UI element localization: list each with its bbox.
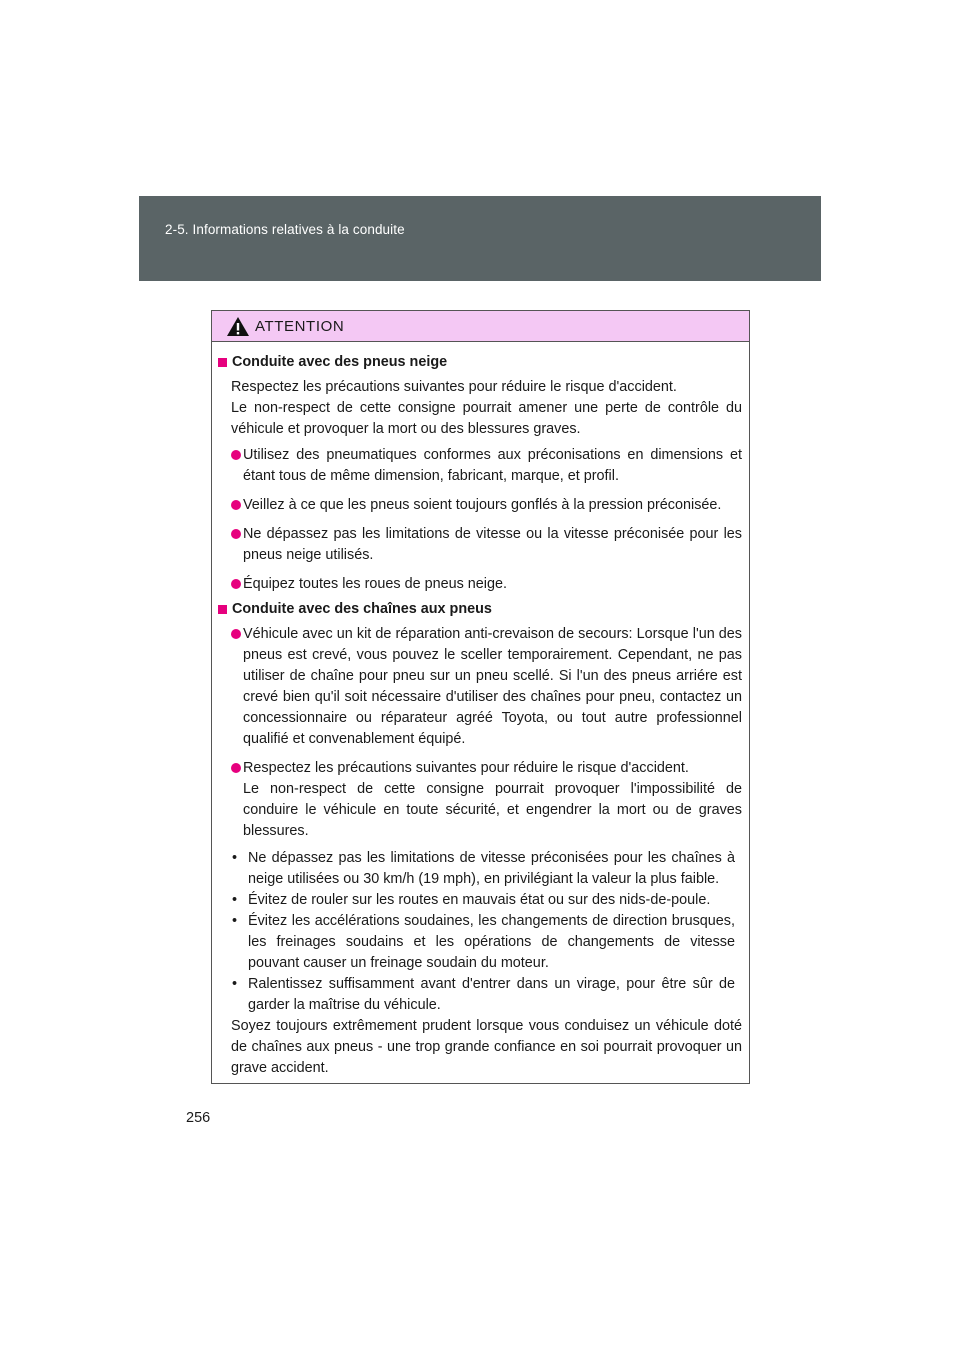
round-bullet-icon: [231, 450, 241, 460]
bullet-item: Respectez les précautions suivantes pour réduire le risque d'accident. Le non-respect de cette consigne pourrait provoquer l'impossibilité de conduire le véhicule en toute sécurité, et engendrer la mort ou de graves blessures.: [218, 758, 742, 842]
square-bullet-icon: [218, 358, 227, 367]
dot-marker: •: [232, 913, 238, 929]
warning-header: [212, 311, 749, 342]
page-number: 256: [186, 1110, 211, 1126]
dot-marker: •: [232, 976, 238, 992]
section-heading-snow-tires: Conduite avec des pneus neige: [218, 352, 742, 373]
sub-list-item: • Ne dépassez pas les limitations de vitesse préconisées pour les chaînes à neige utilisées ou 30 km/h (19 mph), en privilégiant la valeur la plus faible.: [232, 850, 735, 887]
section-heading-tire-chains: Conduite avec des chaînes aux pneus: [218, 599, 742, 620]
round-bullet-icon: [231, 629, 241, 639]
sub-list-item: • Ralentissez suffisamment avant d'entrer dans un virage, pour être sûr de garder la maîtrise du véhicule.: [232, 976, 735, 1013]
bullet-item: Ne dépassez pas les limitations de vitesse ou la vitesse préconisée pour les pneus neige utilisés.: [218, 524, 742, 566]
warning-triangle-icon: [226, 316, 250, 337]
sub-list-item: • Évitez les accélérations soudaines, les changements de direction brusques, les freinages soudains et les opérations de changements de vitesse pouvant causer un freinage soudain du moteur.: [232, 913, 735, 971]
closing-paragraph: Soyez toujours extrêmement prudent lorsque vous conduisez un véhicule doté de chaînes aux pneus - une trop grande confiance en soi pourrait provoquer un grave accident.: [231, 1018, 742, 1076]
bullet-item: Équipez toutes les roues de pneus neige.: [218, 574, 742, 595]
intro-paragraph: Respectez les précautions suivantes pour réduire le risque d'accident. Le non-respect de cette consigne pourrait amener une perte de contrôle du véhicule et provoquer la mort ou des blessures graves.: [231, 379, 742, 437]
dot-marker: •: [232, 892, 238, 908]
sub-list-item: • Évitez de rouler sur les routes en mauvais état ou sur des nids-de-poule.: [218, 890, 742, 911]
round-bullet-icon: [231, 579, 241, 589]
square-bullet-icon: [218, 605, 227, 614]
round-bullet-icon: [231, 529, 241, 539]
dot-marker: •: [232, 850, 238, 866]
bullet-item: Véhicule avec un kit de réparation anti-crevaison de secours: Lorsque l'un des pneus est crevé, vous pouvez le sceller temporairement. Cependant, ne pas utiliser de chaîne pour pneu sur un pneu scellé. Si l'un des pneus arriére est crevé bien qu'il soit nécessaire d'utiliser des chaînes pour pneu, contactez un concessionnaire ou réparateur agréé Toyota, ou tout autre professionnel qualifié et convenablement équipé.: [218, 624, 742, 750]
round-bullet-icon: [231, 500, 241, 510]
section-title: 2-5. Informations relatives à la conduite: [165, 222, 405, 237]
warning-content: [212, 342, 749, 1079]
bullet-item: Utilisez des pneumatiques conformes aux préconisations en dimensions et étant tous de même dimension, fabricant, marque, et profil.: [218, 445, 742, 487]
bullet-item: Veillez à ce que les pneus soient toujours gonflés à la pression préconisée.: [218, 495, 742, 516]
warning-box: [211, 310, 750, 1084]
round-bullet-icon: [231, 763, 241, 773]
warning-title: ATTENTION: [255, 318, 345, 335]
section-header-band: [139, 196, 821, 281]
sub-list: [218, 848, 742, 1016]
